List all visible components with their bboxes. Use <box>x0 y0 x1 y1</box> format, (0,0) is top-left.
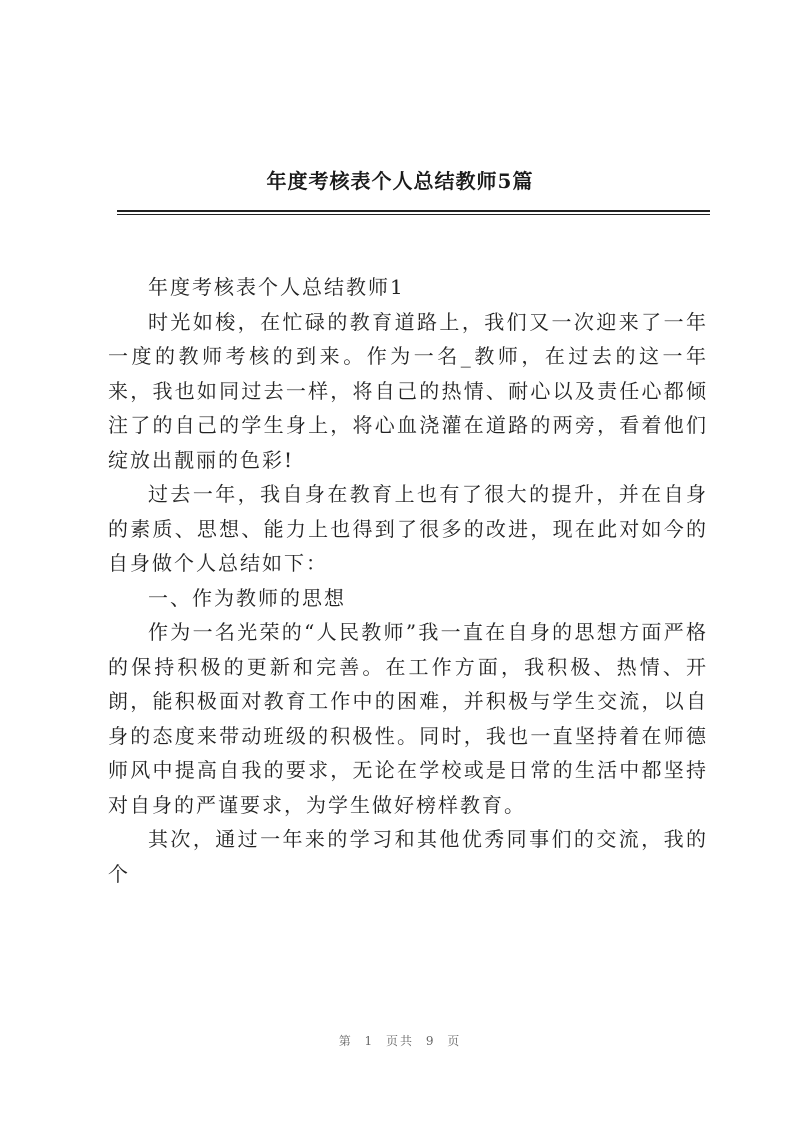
body-paragraph: 时光如梭，在忙碌的教育道路上，我们又一次迎来了一年一度的教师考核的到来。作为一名_教师，在过去的这一年来，我也如同过去一样，将自己的热情、耐心以及责任心都倾注了的自己的学生身上，将心血浇灌在道路的两旁，看着他们绽放出靓丽的色彩! <box>108 309 708 472</box>
body-paragraph: 过去一年，我自身在教育上也有了很大的提升，并在自身的素质、思想、能力上也得到了很多的改进，现在此对如今的自身做个人总结如下： <box>108 482 708 575</box>
page-number-footer: 第 1 页共 9 页 <box>338 1034 462 1048</box>
section-heading: 一、作为教师的思想 <box>148 585 346 610</box>
section-heading: 年度考核表个人总结教师1 <box>148 275 405 299</box>
title-underline-thin <box>117 214 710 215</box>
body-paragraph: 作为一名光荣的“人民教师”我一直在自身的思想方面严格的保持积极的更新和完善。在工作方面，我积极、热情、开朗，能积极面对教育工作中的困难，并积极与学生交流，以自身的态度来带动班级的积极性。同时，我也一直坚持着在师德师风中提高自我的要求，无论在学校或是日常的生活中都坚持对自身的严谨要求，为学生做好榜样教育。 <box>108 620 708 817</box>
document-title: 年度考核表个人总结教师5篇 <box>266 169 534 193</box>
document-body <box>108 270 708 891</box>
body-paragraph: 其次，通过一年来的学习和其他优秀同事们的交流，我的个 <box>108 827 708 886</box>
title-underline-thick <box>117 210 710 212</box>
